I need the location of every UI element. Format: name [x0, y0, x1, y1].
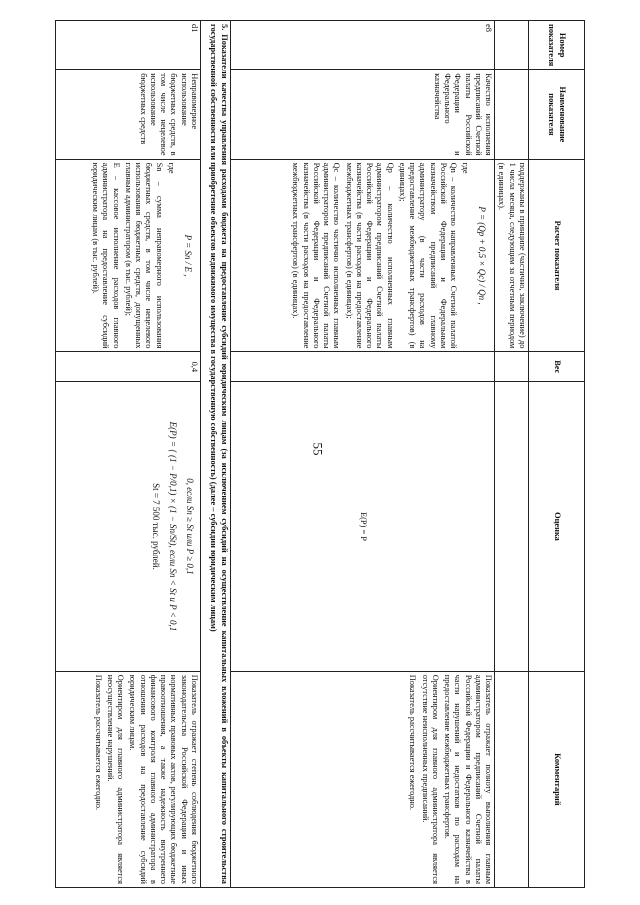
d1-calc-item: Sn – сумма неправомерного использования бюджетных средств, в том числе нецелевого использования бюджетных средств, допущенных главным администратором (в тыс. рублей);	[123, 162, 164, 349]
indicators-table	[55, 20, 585, 888]
d1-comment	[56, 671, 201, 887]
e8-calc-item: Qn – количество направленных Счетной палатой Российской Федерации и Федеральным казначейством предписаний главному администратору (в части расходов на предоставление межбюджетных трансфертов) (в единицах);	[397, 162, 459, 349]
header-weight: Вес	[529, 352, 585, 382]
d1-score-line: 0, если Sn ≥ St или P ≥ 0,1	[184, 478, 195, 575]
d1-score-line: St = 7 500 тыс. рублей.	[150, 483, 161, 570]
d1-score	[56, 382, 201, 672]
d1-weight: 0,4	[56, 352, 201, 382]
e8-name: Качество исполнения предписаний Счетной палаты Российской Федерации и Федерального казначейства	[230, 70, 495, 159]
header-name: Наименование показателя	[529, 70, 585, 159]
d1-comment-para: Показатель отражает степень соблюдения бюджетного законодательства Российской Федерации и иных нормативных правовых актов, регулирующих бюджетные правоотношения, а также надежность внутреннего финансового контроля главного администратора в отношении расходов на предоставление субсидий юридическим лицам.	[128, 674, 199, 884]
table-row-continuation	[495, 21, 529, 888]
header-number: Номер показателя	[529, 21, 585, 70]
d1-number: d1	[56, 21, 201, 70]
table-header-row	[529, 21, 585, 888]
e8-comment	[230, 671, 495, 887]
d1-calc	[56, 159, 201, 352]
e8-comment-para: Показатель отражает полноту выполнения главным администратором предписаний Счетной палаты Российской Федерации и Федерального казначейства в части нарушений и недостатков по расходам на предоставление межбюджетных трансфертов.	[443, 674, 494, 884]
e8-weight	[230, 352, 495, 382]
continuation-calc-text: поддержаны в принципе (частично, заключение) до 1 числа месяца, следующим за отчетным периодом (в единицах).	[495, 159, 529, 352]
header-comment: Комментарий	[529, 671, 585, 887]
d1-score-line: E(P) = { (1 − P/0,1) × (1 − Sn/St), если Sn < St и P < 0,1	[167, 421, 178, 632]
e8-calc-item: Qc – количество частично исполненных главным администратором предписаний Счетной палаты Российской Федерации и Федерального казначейства (в части расходов на предоставление межбюджетных трансфертов) (в единицах).	[291, 162, 342, 349]
d1-calc-item: E – кассовое исполнение расходов главного администратора на предоставление субсидий юридическим лицам (в тыс. рублей).	[91, 162, 121, 349]
d1-comment-para: Ориентиром для главного администратора является неосуществление нарушений.	[105, 674, 126, 884]
d1-where: где	[166, 162, 176, 174]
e8-score: E(P) = P	[230, 382, 495, 672]
table-row-e8	[230, 21, 495, 888]
header-calc: Расчет показателя	[529, 159, 585, 352]
section-5-row	[200, 21, 230, 888]
e8-where: где	[461, 162, 471, 174]
d1-comment-para: Показатель рассчитывается ежегодно.	[93, 674, 103, 811]
e8-comment-para: Ориентиром для главного администратора является отсутствие неисполненных предписаний.	[420, 674, 440, 884]
rotated-content	[55, 20, 585, 888]
d1-name: Неправомерное использование бюджетных средств, в том числе нецелевое использование бюджетных средств	[56, 70, 201, 159]
section-5-title: 5. Показатели качества управления расходами бюджета на предоставление субсидий юридическим лицам (за исключением субсидий на осуществление капитальных вложений в объекты капитального строительства государственной собственности или приобретение объектов недвижимого имущества в государственную собственность) (далее – субсидии юридическим лицам)	[200, 21, 230, 888]
e8-formula: P = (Qp + 0,5 × Qc) / Qn ,	[477, 206, 488, 305]
table-row-d1	[56, 21, 201, 888]
d1-formula: P = Sn / E ,	[182, 234, 193, 277]
e8-comment-para: Показатель рассчитывается ежегодно.	[408, 674, 418, 811]
header-score: Оценка	[529, 382, 585, 672]
e8-calc	[230, 159, 495, 352]
page-number: 55	[310, 442, 326, 456]
e8-number: e8	[230, 21, 495, 70]
e8-calc-item: Qp – количество исполненных главным администратором предписаний Счетной палаты Российской Федерации и Федерального казначейства (в части расходов на предоставление межбюджетных трансфертов) (в единицах);	[344, 162, 395, 349]
